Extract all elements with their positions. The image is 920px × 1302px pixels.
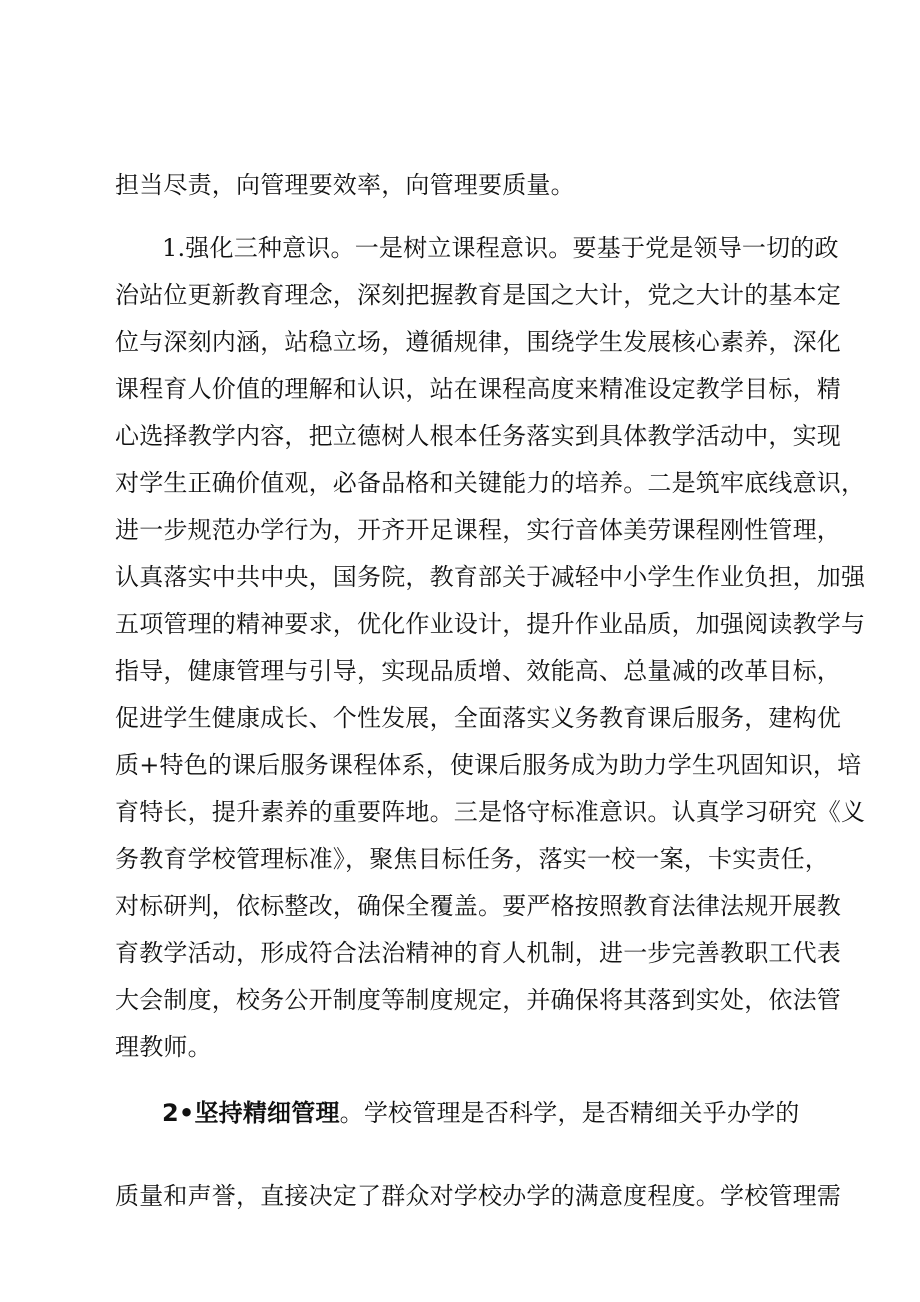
paragraph-2-line: 大会制度，校务公开制度等制度规定，并确保将其落到实处，依法管 [115,986,841,1014]
paragraph-2-line: 质+特色的课后服务课程体系，使课后服务成为助力学生巩固知识，培 [115,751,862,779]
section-heading-number: 2• [162,1099,195,1127]
paragraph-2-line: 育特长，提升素养的重要阵地。三是恪守标准意识。认真学习研究《义 [115,798,866,826]
paragraph-2-line: 五项管理的精神要求，优化作业设计，提升作业品质，加强阅读教学与 [115,610,866,638]
paragraph-2-line: 课程育人价值的理解和认识，站在课程高度来精准设定教学目标，精 [115,375,841,403]
section-heading-title: 坚持精细管理 [194,1099,340,1127]
paragraph-2-line: 位与深刻内涵，站稳立场，遵循规律，围绕学生发展核心素养，深化 [115,328,841,356]
paragraph-2-line: 1.强化三种意识。一是树立课程意识。要基于党是领导一切的政 [162,234,839,262]
paragraph-1-line-1: 担当尽责，向管理要效率，向管理要质量。 [115,171,575,199]
paragraph-2-line: 心选择教学内容，把立德树人根本任务落实到具体教学活动中，实现 [115,422,841,450]
paragraph-2-line: 育教学活动，形成符合法治精神的育人机制，进一步完善教职工代表 [115,939,841,967]
paragraph-2-line: 指导，健康管理与引导，实现品质增、效能高、总量减的改革目标， [115,657,841,685]
paragraph-2-line: 认真落实中共中央，国务院，教育部关于减轻中小学生作业负担，加强 [115,563,866,591]
section-heading-text: 。学校管理是否科学，是否精细关乎办学的 [339,1099,800,1127]
paragraph-2-line: 促进学生健康成长、个性发展，全面落实义务教育课后服务，建构优 [115,704,841,732]
paragraph-2-line: 务教育学校管理标准》，聚焦目标任务，落实一校一案，卡实责任， [115,845,829,873]
paragraph-2-line: 理教师。 [115,1033,212,1061]
paragraph-3-line-2: 质量和声誉，直接决定了群众对学校办学的满意度程度。学校管理需 [115,1182,841,1210]
paragraph-2-line: 对标研判，依标整改，确保全覆盖。要严格按照教育法律法规开展教 [115,892,841,920]
paragraph-2-line: 对学生正确价值观，必备品格和关键能力的培养。二是筑牢底线意识， [115,469,866,497]
paragraph-2-line: 治站位更新教育理念，深刻把握教育是国之大计，党之大计的基本定 [115,281,841,309]
paragraph-3-line-1 [0,1098,920,1128]
paragraph-2-line: 进一步规范办学行为，开齐开足课程，实行音体美劳课程刚性管理， [115,516,841,544]
